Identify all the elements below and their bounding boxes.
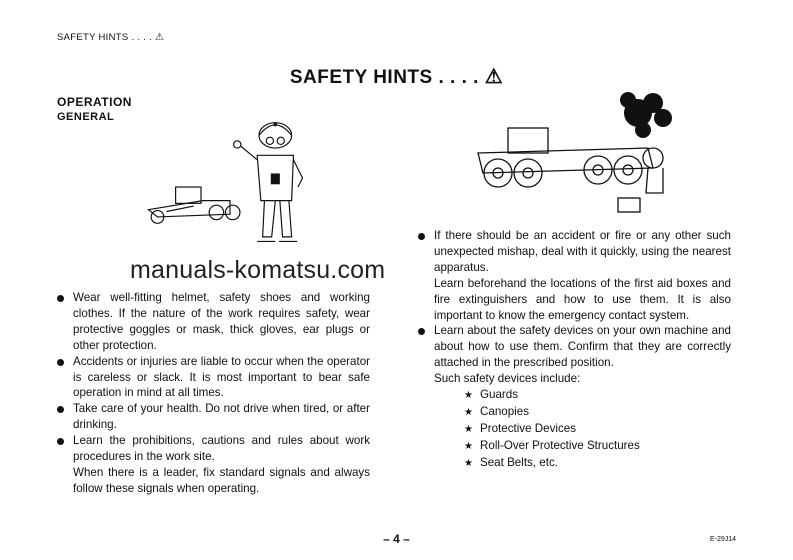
device-label: Canopies [480,404,529,418]
item-extra-text: Such safety devices include: [434,372,581,386]
running-header [57,32,164,43]
accident-fire-illustration [468,88,688,228]
bullet-icon [57,295,64,302]
star-icon: ★ [464,406,473,418]
device-label: Seat Belts, etc. [480,455,558,469]
device-item [464,387,731,404]
item-text: Learn about the safety devices on your own machine and about how to use them. Confirm that they are correctly attached in the prescribed position. [434,324,731,370]
device-label: Roll-Over Protective Structures [480,438,640,452]
list-item [57,401,370,433]
device-item [464,421,731,438]
item-text: Accidents or injuries are liable to occur when the operator is careless or slack. It is most important to bear safe operation in mind at all times. [73,354,370,400]
section-heading: OPERATION [57,95,132,109]
subsection-heading: GENERAL [57,111,115,123]
item-text: If there should be an accident or fire or any other such unexpected mishap, deal with it quickly, using the nearest apparatus. [434,229,731,274]
star-icon: ★ [464,440,473,452]
page-number: – 4 – [383,532,410,546]
document-code: E-29J14 [710,536,737,543]
list-item [57,354,370,402]
bullet-icon [418,233,425,240]
device-label: Guards [480,388,519,402]
device-item [464,455,731,472]
device-item [464,438,731,455]
watermark: manuals-komatsu.com [130,256,386,284]
list-item [418,228,731,323]
list-item [57,433,370,497]
star-icon: ★ [464,390,473,402]
star-icon: ★ [464,423,473,435]
running-header-text: SAFETY HINTS . . . . [57,32,153,43]
item-text: Learn the prohibitions, cautions and rules about work procedures in the work site. [73,434,370,464]
item-extra-text: When there is a leader, fix standard signals and always follow these signals when operating. [73,465,370,495]
bullet-icon [57,359,64,366]
operator-illustration [130,110,330,255]
safety-devices-list [434,387,731,472]
warning-triangle-icon: ⚠ [155,32,165,43]
page-title [0,64,793,89]
item-text: Take care of your health. Do not drive when tired, or after drinking. [73,402,370,432]
page-title-text: SAFETY HINTS . . . . [289,67,479,88]
device-label: Protective Devices [480,421,577,435]
warning-triangle-icon: ⚠ [484,66,504,88]
right-column [418,228,731,472]
bullet-icon [418,328,425,335]
bullet-icon [57,406,64,413]
left-column [57,290,370,497]
item-text: Wear well-fitting helmet, safety shoes and working clothes. If the nature of the work requires safety, wear protective goggles or mask, thick gloves, ear plugs or other protection. [73,291,370,352]
bullet-icon [57,438,64,445]
list-item [418,323,731,471]
device-item [464,404,731,421]
list-item [57,290,370,354]
item-extra-text: Learn beforehand the locations of the first aid boxes and fire extinguishers and how to use them. It is also important to know the emergency contact system. [434,276,731,322]
star-icon: ★ [464,457,473,469]
